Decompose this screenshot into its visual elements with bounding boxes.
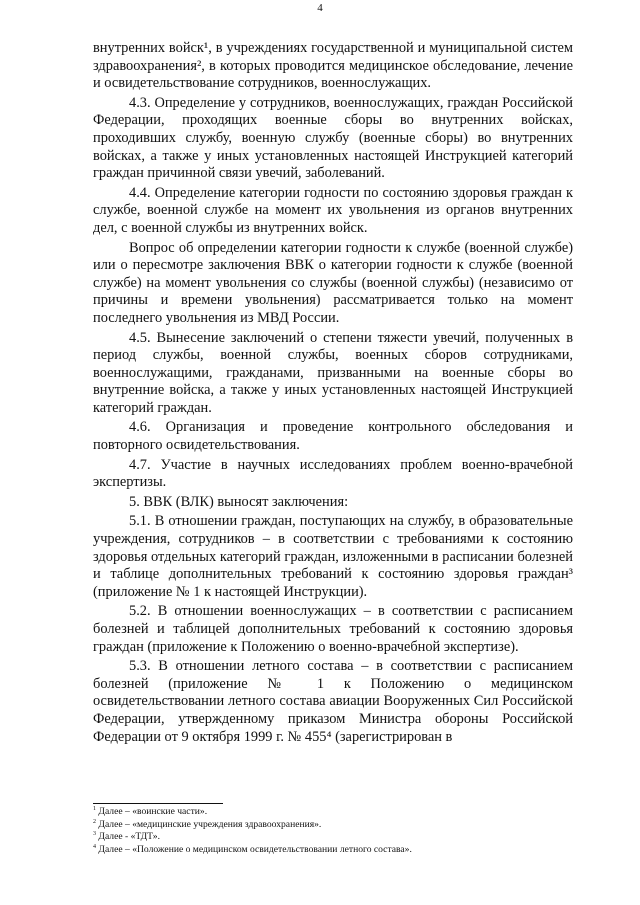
paragraph-5-3: 5.3. В отношении летного состава – в соответствии с расписанием болезней (приложение № 1 к Положению о медицинском освидетельствовании летного состава авиации Вооруженных Сил Российской Федерации, утвержденному приказом Министра обороны Российской Федерации от 9 октября 1999 г. № 455⁴ (зарегистрирован в: [93, 658, 573, 745]
footnote-mark: 4: [93, 843, 96, 850]
footnote-mark: 3: [93, 831, 96, 837]
footnote-text: Далее – «медицинские учреждения здравоохранения».: [98, 818, 322, 830]
footnote-3: [93, 831, 573, 844]
paragraph-4-3: 4.3. Определение у сотрудников, военнослужащих, граждан Российской Федерации, проходящих военные сборы во внутренних войсках, проходивших службу, военную службу (военные сборы) во внутренних войсках, а также у иных установленных настоящей Инструкцией категорий граждан причинной связи увечий, заболеваний.: [93, 94, 573, 182]
footnote-text: Далее – «Положение о медицинском освидетельствовании летного состава».: [98, 843, 412, 855]
paragraph-4-7: 4.7. Участие в научных исследованиях проблем военно-врачебной экспертизы.: [93, 456, 573, 491]
paragraph-4-6: 4.6. Организация и проведение контрольного обследования и повторного освидетельствования.: [93, 419, 573, 454]
paragraph-5: 5. ВВК (ВЛК) выносят заключения:: [129, 493, 349, 510]
footnote-mark: 1: [93, 805, 96, 812]
paragraph-4-4: 4.4. Определение категории годности по состоянию здоровья граждан к службе, военной службе на момент их увольнения из органов внутренних дел, с военной службы из внутренних войск.: [93, 184, 573, 236]
paragraph-category-question: Вопрос об определении категории годности к службе (военной службе) или о пересмотре заключения ВВК о категории годности к службе (военной службе) на момент увольнения со службы (военной службы) (независимо от причины и времени увольнения) рассматривается только на момент последнего увольнения из МВД России.: [93, 239, 573, 326]
paragraph-5-1: 5.1. В отношении граждан, поступающих на службу, в образовательные учреждения, сотрудников – в соответствии с требованиями к состоянию здоровья отдельных категорий граждан, изложенными в расписании болезней и таблице дополнительных требований к состоянию здоровья граждан³ (приложение № 1 к настоящей Инструкции).: [93, 513, 573, 600]
paragraph-0: внутренних войск¹, в учреждениях государственной и муниципальной систем здравоохранения², в которых проводится медицинское обследование, лечение и освидетельствование сотрудников, военнослужащих.: [93, 40, 573, 92]
footnote-2: [93, 819, 573, 832]
footnotes: [93, 806, 573, 856]
paragraph-4-5: 4.5. Вынесение заключений о степени тяжести увечий, полученных в период службы, военной службы, военных сборов сотрудниками, военнослужащими, гражданами, призванными на военные сборы во внутренние войска, а также у иных установленных настоящей Инструкцией категорий граждан.: [93, 329, 573, 416]
footnote-separator: [93, 803, 223, 804]
footnote-1: [93, 806, 573, 819]
footnote-text: Далее – «воинские части».: [98, 806, 208, 817]
footnote-mark: 2: [93, 818, 96, 825]
page-number: 4: [317, 2, 323, 14]
document-body: [93, 40, 573, 746]
footnote-4: [93, 844, 573, 857]
footnote-text: Далее - «ТДТ».: [98, 831, 160, 843]
paragraph-5-2: 5.2. В отношении военнослужащих – в соответствии с расписанием болезней и таблицей дополнительных требований к состоянию здоровья граждан (приложение к Положению о военно-врачебной экспертизе).: [93, 603, 573, 655]
